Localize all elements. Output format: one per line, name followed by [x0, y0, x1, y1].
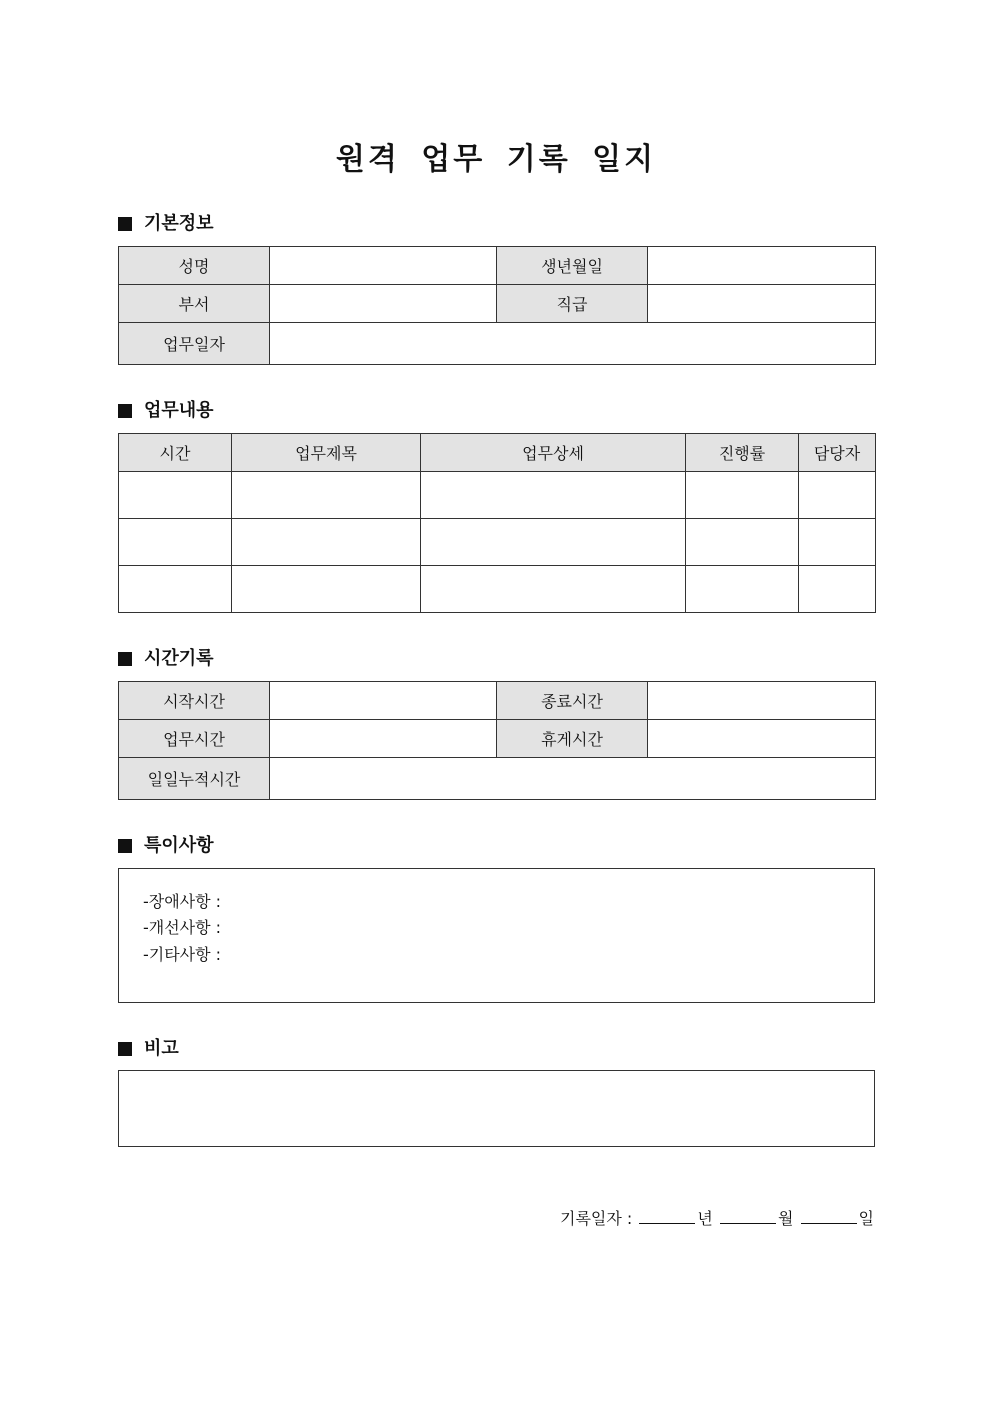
task-detail-cell[interactable]	[421, 566, 686, 613]
progress-cell[interactable]	[686, 519, 799, 566]
day-blank[interactable]	[801, 1209, 857, 1224]
time-record-heading	[118, 647, 214, 671]
time-cell[interactable]	[119, 472, 232, 519]
table-row	[119, 519, 876, 566]
basic-info-table	[118, 246, 876, 365]
name-field[interactable]	[270, 247, 497, 285]
column-header-task-title: 업무제목	[232, 434, 421, 472]
square-bullet-icon	[118, 652, 132, 666]
department-label: 부서	[119, 285, 270, 323]
task-title-cell[interactable]	[232, 566, 421, 613]
other-note-line: -기타사항 :	[143, 945, 222, 964]
record-date-label: 기록일자 :	[560, 1209, 633, 1228]
time-cell[interactable]	[119, 519, 232, 566]
task-title-cell[interactable]	[232, 519, 421, 566]
work-date-label: 업무일자	[119, 323, 270, 365]
daily-total-label: 일일누적시간	[119, 758, 270, 800]
day-unit: 일	[858, 1209, 874, 1228]
end-time-field[interactable]	[648, 682, 876, 720]
task-detail-cell[interactable]	[421, 519, 686, 566]
record-date-line	[0, 1206, 874, 1229]
task-title-cell[interactable]	[232, 472, 421, 519]
remarks-heading	[118, 1037, 179, 1061]
year-blank[interactable]	[639, 1209, 695, 1224]
column-header-assignee: 담당자	[799, 434, 876, 472]
work-time-label: 업무시간	[119, 720, 270, 758]
square-bullet-icon	[118, 839, 132, 853]
square-bullet-icon	[118, 217, 132, 231]
time-record-heading-text: 시간기록	[144, 648, 214, 669]
month-unit: 월	[777, 1209, 794, 1228]
basic-info-heading	[118, 212, 214, 236]
work-content-table	[118, 433, 876, 613]
improvement-note-line: -개선사항 :	[143, 918, 222, 937]
remarks-heading-text: 비고	[144, 1038, 179, 1059]
square-bullet-icon	[118, 1042, 132, 1056]
remarks-box[interactable]	[118, 1070, 875, 1147]
special-notes-heading-text: 특이사항	[144, 835, 214, 856]
square-bullet-icon	[118, 404, 132, 418]
assignee-cell[interactable]	[799, 566, 876, 613]
special-notes-box[interactable]	[118, 868, 875, 1003]
work-date-field[interactable]	[270, 323, 876, 365]
assignee-cell[interactable]	[799, 472, 876, 519]
table-row	[119, 472, 876, 519]
month-blank[interactable]	[720, 1209, 776, 1224]
assignee-cell[interactable]	[799, 519, 876, 566]
column-header-time: 시간	[119, 434, 232, 472]
name-label: 성명	[119, 247, 270, 285]
time-cell[interactable]	[119, 566, 232, 613]
start-time-label: 시작시간	[119, 682, 270, 720]
end-time-label: 종료시간	[497, 682, 648, 720]
department-field[interactable]	[270, 285, 497, 323]
page-title: 원격 업무 기록 일지	[335, 142, 657, 177]
birthdate-label: 생년월일	[497, 247, 648, 285]
task-detail-cell[interactable]	[421, 472, 686, 519]
birthdate-field[interactable]	[648, 247, 876, 285]
column-header-progress: 진행률	[686, 434, 799, 472]
work-content-heading	[118, 399, 214, 423]
progress-cell[interactable]	[686, 472, 799, 519]
work-content-heading-text: 업무내용	[144, 400, 214, 421]
year-unit: 년	[697, 1209, 713, 1228]
work-time-field[interactable]	[270, 720, 497, 758]
column-header-task-detail: 업무상세	[421, 434, 686, 472]
special-notes-heading	[118, 834, 214, 858]
table-row	[119, 566, 876, 613]
break-time-field[interactable]	[648, 720, 876, 758]
progress-cell[interactable]	[686, 566, 799, 613]
position-field[interactable]	[648, 285, 876, 323]
obstacle-note-line: -장애사항 :	[143, 892, 222, 911]
start-time-field[interactable]	[270, 682, 497, 720]
daily-total-field[interactable]	[270, 758, 876, 800]
break-time-label: 휴게시간	[497, 720, 648, 758]
basic-info-heading-text: 기본정보	[144, 213, 214, 234]
position-label: 직급	[497, 285, 648, 323]
time-record-table	[118, 681, 876, 800]
